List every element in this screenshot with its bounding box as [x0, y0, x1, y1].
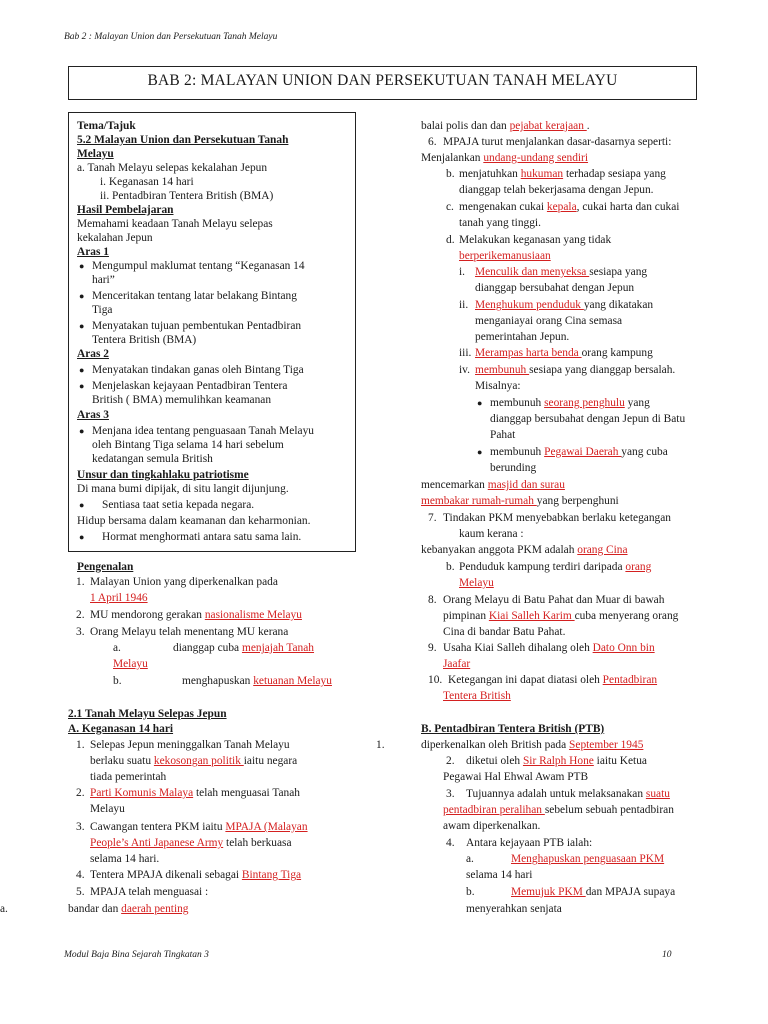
objective-text: hari”: [92, 274, 115, 286]
list-number: 1.: [76, 576, 85, 588]
list-text: Menghukum penduduk yang dikatakan: [475, 299, 654, 311]
page-number: 10: [662, 950, 672, 960]
objective-text: Menceritakan tentang latar belakang Bintang: [92, 290, 297, 302]
list-letter: a.: [466, 853, 474, 865]
answer-text: orang Cina: [577, 544, 628, 556]
list-text: pemerintahan Jepun.: [475, 331, 570, 343]
bullet-icon: ●: [79, 426, 85, 436]
list-text: balai polis dan dan pejabat kerajaan .: [421, 120, 590, 132]
list-roman: ii.: [459, 299, 469, 311]
list-number: 2.: [446, 755, 455, 767]
answer-text: Dato Onn bin: [592, 642, 655, 654]
list-text: selama 14 hari: [466, 869, 533, 881]
topic-subitem: ii. Pentadbiran Tentera British (BMA): [100, 190, 274, 202]
list-text: diketui oleh Sir Ralph Hone iaitu Ketua: [466, 755, 647, 767]
answer-text: MPAJA (Malayan: [225, 821, 308, 833]
list-letter: b.: [113, 675, 122, 687]
list-text: Tujuannya adalah untuk melaksanakan suatu: [466, 788, 670, 800]
answer-text: 1 April 1946: [90, 592, 148, 604]
bullet-icon: ●: [477, 398, 483, 408]
list-text: Tentera MPAJA dikenali sebagai Bintang Tiga: [90, 869, 302, 881]
hasil-heading: Hasil Pembelajaran: [77, 204, 174, 216]
chapter-title: BAB 2: MALAYAN UNION DAN PERSEKUTUAN TANAH MELAYU: [68, 66, 697, 100]
objective-text: Mengumpul maklumat tentang “Keganasan 14: [92, 260, 305, 272]
list-text: Antara kejayaan PTB ialah:: [466, 837, 593, 849]
answer-text: suatu: [645, 788, 670, 800]
list-number: 4.: [446, 837, 455, 849]
list-text: Pegawai Hal Ehwal Awam PTB: [443, 771, 589, 783]
pengenalan-heading: Pengenalan: [77, 561, 134, 573]
list-number: 9.: [428, 642, 437, 654]
list-text: tanah yang tinggi.: [459, 217, 541, 229]
answer-text: September 1945: [569, 739, 644, 751]
list-text: diperkenalkan oleh British pada September 1945: [421, 739, 644, 751]
answer-text: Melayu: [113, 658, 148, 670]
list-letter: b.: [466, 886, 475, 898]
subsection-heading: A. Keganasan 14 hari: [68, 723, 174, 735]
list-text: menghapuskan ketuanan Melayu: [182, 675, 332, 687]
answer-text: masjid dan surau: [487, 479, 565, 491]
answer-text: Jaafar: [443, 658, 471, 670]
list-text: membunuh sesiapa yang dianggap bersalah.: [475, 364, 676, 376]
list-text: MPAJA telah menguasai :: [90, 886, 209, 898]
objective-text: Menyatakan tindakan ganas oleh Bintang Tiga: [92, 364, 304, 376]
unsur-text: Di mana bumi dipijak, di situ langit dijunjung.: [77, 483, 289, 495]
list-text: berlaku suatu kekosongan politik iaitu negara: [90, 755, 298, 767]
objective-text: Menyatakan tujuan pembentukan Pentadbiran: [92, 320, 302, 332]
list-text: menjatuhkan hukuman terhadap sesiapa yang: [459, 168, 666, 180]
answer-text: Merampas harta benda: [475, 347, 582, 359]
list-text: membunuh seorang penghulu yang: [490, 397, 650, 409]
answer-text: membunuh: [475, 364, 530, 376]
list-letter: b.: [446, 168, 455, 180]
list-text: dianggap bersubahat dengan Jepun di Batu: [490, 413, 686, 425]
list-text: Cawangan tentera PKM iaitu MPAJA (Malayan: [90, 821, 308, 833]
list-number: 4.: [76, 869, 85, 881]
list-text: bandar dan daerah penting: [68, 903, 189, 915]
unsur-text: Sentiasa taat setia kepada negara.: [102, 499, 255, 511]
answer-text: Tentera British: [443, 690, 511, 702]
list-number: 2.: [76, 609, 85, 621]
answer-text: pentadbiran peralihan: [443, 804, 545, 816]
list-text: selama 14 hari.: [90, 853, 160, 865]
answer-text: Kiai Salleh Karim: [488, 610, 575, 622]
list-text: menganiayai orang Cina semasa: [475, 315, 623, 327]
aras2-heading: Aras 2: [77, 348, 109, 360]
list-number: 3.: [76, 821, 85, 833]
list-text: Tindakan PKM menyebabkan berlaku ketegangan: [443, 512, 671, 524]
answer-text: membakar rumah-rumah: [421, 495, 537, 507]
list-letter: c.: [446, 201, 454, 213]
list-text: menyerahkan senjata: [466, 903, 562, 915]
answer-text: menjajah Tanah: [241, 642, 315, 654]
bullet-icon: ●: [79, 291, 85, 301]
unsur-text: Hormat menghormati antara satu sama lain.: [102, 531, 302, 543]
list-text: dianggap telah bekerjasama dengan Jepun.: [459, 184, 654, 196]
list-roman: iii.: [459, 347, 472, 359]
hasil-text: Memahami keadaan Tanah Melayu selepas: [77, 218, 273, 230]
answer-text: daerah penting: [121, 903, 189, 915]
list-text: mengenakan cukai kepala, cukai harta dan cukai: [459, 201, 680, 213]
list-number: 3.: [446, 788, 455, 800]
answer-text: Melayu: [459, 577, 494, 589]
list-text: Melayu: [90, 803, 125, 815]
list-text: kaum kerana :: [459, 528, 524, 540]
bullet-icon: ●: [79, 381, 85, 391]
list-text: mencemarkan masjid dan surau: [421, 479, 565, 491]
section-heading: B. Pentadbiran Tentera British (PTB): [421, 723, 605, 735]
topic-subitem: i. Keganasan 14 hari: [100, 176, 194, 188]
list-text: Selepas Jepun meninggalkan Tanah Melayu: [90, 739, 290, 751]
list-number: 3.: [76, 626, 85, 638]
list-text: berunding: [490, 462, 537, 474]
topic-item: a. Tanah Melayu selepas kekalahan Jepun: [77, 162, 268, 174]
list-number: 1.: [76, 739, 85, 751]
list-text: Pahat: [490, 429, 516, 441]
tema-heading: Tema/Tajuk: [77, 120, 136, 132]
list-text: Misalnya:: [475, 380, 521, 392]
list-text: MPAJA turut menjalankan dasar-dasarnya seperti:: [443, 136, 672, 148]
answer-text: seorang penghulu: [544, 397, 625, 409]
answer-text: Memujuk PKM: [511, 886, 586, 898]
aras3-heading: Aras 3: [77, 409, 109, 421]
list-text: Melakukan keganasan yang tidak: [459, 234, 612, 246]
answer-text: undang-undang sendiri: [483, 152, 589, 164]
answer-text: Pegawai Daerah: [544, 446, 622, 458]
answer-text: kepala: [546, 201, 577, 213]
list-text: Malayan Union yang diperkenalkan pada: [90, 576, 278, 588]
answer-text: Menghapuskan penguasaan PKM: [511, 853, 665, 865]
footer-module: Modul Baja Bina Sejarah Tingkatan 3: [64, 950, 209, 960]
list-text: Menjalankan undang-undang sendiri: [421, 152, 589, 164]
answer-text: Sir Ralph Hone: [522, 755, 594, 767]
hasil-text: kekalahan Jepun: [77, 232, 153, 244]
answer-text: pejabat kerajaan: [509, 120, 587, 132]
list-text: Orang Melayu telah menentang MU kerana: [90, 626, 289, 638]
list-text: Merampas harta benda orang kampung: [475, 347, 653, 359]
bullet-icon: ●: [79, 500, 85, 510]
list-text: dianggap cuba menjajah Tanah: [173, 642, 315, 654]
list-number: 2.: [76, 787, 85, 799]
answer-text: ketuanan Melayu: [253, 675, 332, 687]
answer-text: orang: [625, 561, 652, 573]
objective-text: Tentera British (BMA): [92, 334, 197, 346]
list-text: kebanyakan anggota PKM adalah orang Cina: [421, 544, 628, 556]
list-text: Memujuk PKM dan MPAJA supaya: [511, 886, 676, 898]
list-text: awam diperkenalkan.: [443, 820, 541, 832]
objective-text: kedatangan semula British: [92, 453, 213, 465]
list-text: Menculik dan menyeksa sesiapa yang: [475, 266, 648, 278]
answer-text: nasionalisme Melayu: [204, 609, 302, 621]
list-letter: b.: [446, 561, 455, 573]
list-text: pimpinan Kiai Salleh Karim cuba menyerang orang: [443, 610, 679, 622]
bullet-icon: ●: [79, 532, 85, 542]
list-number: 7.: [428, 512, 437, 524]
answer-text: Pentadbiran: [602, 674, 658, 686]
answer-text: Menculik dan menyeksa: [475, 266, 590, 278]
answer-text: berperikemanusiaan: [459, 250, 551, 262]
objective-text: oleh Bintang Tiga selama 14 hari sebelum: [92, 439, 284, 451]
list-roman: i.: [459, 266, 466, 278]
unsur-heading: Unsur dan tingkahlaku patriotisme: [77, 469, 249, 481]
objective-text: Menjana idea tentang penguasaan Tanah Melayu: [92, 425, 314, 437]
list-number: 5.: [76, 886, 85, 898]
list-number: 1.: [376, 739, 385, 751]
running-header: Bab 2 : Malayan Union dan Persekutuan Tanah Melayu: [64, 32, 278, 42]
bullet-icon: ●: [79, 261, 85, 271]
list-text: Parti Komunis Malaya telah menguasai Tanah: [90, 787, 300, 799]
list-text: Cina di bandar Batu Pahat.: [443, 626, 566, 638]
answer-text: hukuman: [520, 168, 564, 180]
list-number: 6.: [428, 136, 437, 148]
answer-text: kekosongan politik: [153, 755, 244, 767]
objective-text: Menjelaskan kejayaan Pentadbiran Tentera: [92, 380, 288, 392]
bullet-icon: ●: [477, 447, 483, 457]
list-text: pentadbiran peralihan sebelum sebuah pentadbiran: [443, 804, 674, 816]
answer-text: Menghukum penduduk: [475, 299, 584, 311]
list-text: membakar rumah-rumah yang berpenghuni: [421, 495, 619, 507]
list-text: MU mendorong gerakan nasionalisme Melayu: [90, 609, 302, 621]
unsur-text: Hidup bersama dalam keamanan dan keharmonian.: [77, 515, 311, 527]
topic-line: 5.2 Malayan Union dan Persekutuan Tanah: [77, 134, 289, 146]
list-letter: a.: [113, 642, 121, 654]
list-text: dianggap bersubahat dengan Jepun: [475, 282, 635, 294]
bullet-icon: ●: [79, 321, 85, 331]
section-heading: 2.1 Tanah Melayu Selepas Jepun: [68, 708, 227, 720]
list-letter: d.: [446, 234, 455, 246]
list-number: 8.: [428, 594, 437, 606]
answer-text: People’s Anti Japanese Army: [90, 837, 224, 849]
answer-text: Parti Komunis Malaya: [90, 787, 194, 799]
list-text: membunuh Pegawai Daerah yang cuba: [490, 446, 668, 458]
list-text: Ketegangan ini dapat diatasi oleh Pentadbiran: [448, 674, 658, 686]
bullet-icon: ●: [79, 365, 85, 375]
objective-text: British ( BMA) memulihkan keamanan: [92, 394, 272, 406]
topic-line: Melayu: [77, 148, 114, 160]
list-text: tiada pemerintah: [90, 771, 167, 783]
list-text: People’s Anti Japanese Army telah berkuasa: [90, 837, 292, 849]
aras1-heading: Aras 1: [77, 246, 109, 258]
list-letter: a.: [0, 903, 8, 915]
list-number: 10.: [428, 674, 443, 686]
list-roman: iv.: [459, 364, 470, 376]
list-text: Penduduk kampung terdiri daripada orang: [459, 561, 652, 573]
answer-text: Bintang Tiga: [241, 869, 302, 881]
list-text: Usaha Kiai Salleh dihalang oleh Dato Onn bin: [443, 642, 655, 654]
objective-text: Tiga: [92, 304, 113, 316]
list-text: Orang Melayu di Batu Pahat dan Muar di bawah: [443, 594, 665, 606]
